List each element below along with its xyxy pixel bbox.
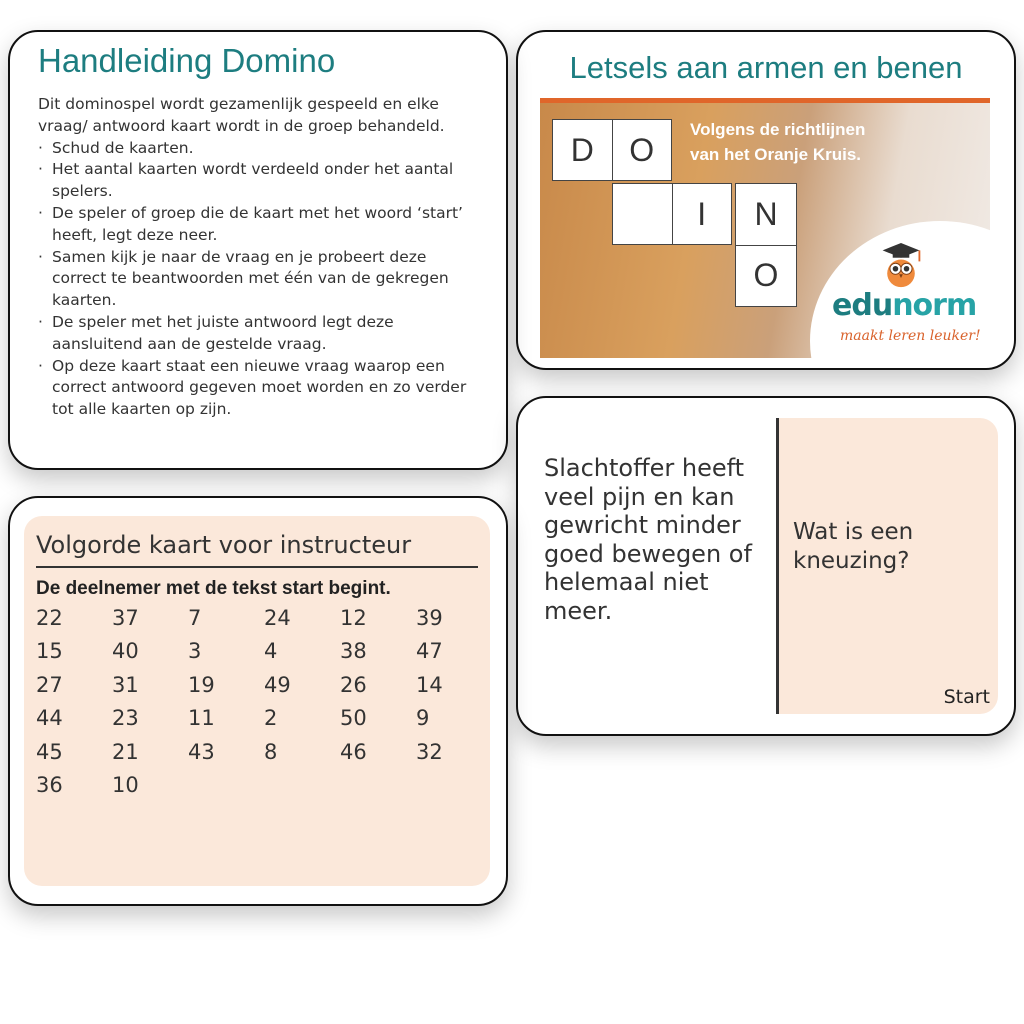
- order-number: 4: [264, 639, 278, 664]
- order-number: 27: [36, 672, 63, 697]
- order-number: 12: [340, 606, 367, 630]
- domino-tile-do: [552, 119, 672, 181]
- manual-steps: [38, 138, 478, 421]
- order-number: 47: [416, 639, 443, 664]
- order-number-grid: [36, 606, 478, 806]
- domino-tile-no: [735, 183, 797, 307]
- manual-title: Handleiding Domino: [38, 42, 336, 79]
- logo-tagline: maakt leren leuker!: [840, 328, 981, 344]
- order-number: 31: [112, 672, 139, 697]
- order-number: 39: [416, 606, 443, 630]
- banner-line: Volgens de richtlijnen: [690, 120, 866, 139]
- order-number: 38: [340, 639, 367, 664]
- edunorm-logo: [832, 289, 976, 323]
- tile-letter: N: [754, 195, 778, 232]
- question-text: Wat is een kneuzing?: [793, 519, 914, 574]
- order-number: 22: [36, 606, 63, 630]
- order-number: 8: [264, 739, 278, 764]
- manual-step: · Samen kijk je naar de vraag en je probeert deze correct te beantwoorden met één van de gekregen kaarten.: [38, 247, 478, 312]
- order-number: 45: [36, 739, 63, 764]
- order-number: 19: [188, 672, 215, 697]
- order-number: 49: [264, 672, 291, 697]
- logo-part: edu: [832, 288, 893, 323]
- manual-step: · De speler of groep die de kaart met het woord ‘start’ heeft, legt deze neer.: [38, 203, 478, 247]
- order-number: 15: [36, 639, 63, 664]
- order-panel: [24, 516, 490, 886]
- banner-text: [690, 117, 865, 167]
- order-number: 24: [264, 606, 291, 630]
- order-number: 37: [112, 606, 139, 630]
- tile-letter: O: [612, 120, 672, 180]
- cover-banner-image: [540, 98, 990, 358]
- question-card: [516, 396, 1016, 736]
- order-number: 11: [188, 706, 215, 731]
- order-number: 32: [416, 739, 443, 764]
- manual-intro: Dit dominospel wordt gezamenlijk gespeeld en elke vraag/ antwoord kaart wordt in de groep behandeld.: [38, 95, 445, 135]
- answer-text: Slachtoffer heeft veel pijn en kan gewricht minder goed bewegen of helemaal niet meer.: [544, 454, 752, 625]
- start-label: Start: [943, 686, 990, 708]
- manual-card: [8, 30, 508, 470]
- order-number: 2: [264, 706, 278, 731]
- manual-body: [38, 94, 478, 421]
- order-subtitle: De deelnemer met de tekst start begint.: [36, 578, 391, 599]
- manual-step: · Schud de kaarten.: [38, 138, 478, 160]
- tile-letter: [613, 184, 672, 244]
- tile-letter: I: [672, 184, 732, 244]
- tile-letter: D: [570, 131, 594, 168]
- order-number: 7: [188, 606, 202, 630]
- cover-title: Letsels aan armen en benen: [569, 50, 963, 85]
- manual-step: · Op deze kaart staat een nieuwe vraag waarop een correct antwoord gegeven moet worden en zo verder tot alle kaarten op zijn.: [38, 356, 478, 421]
- order-number: 23: [112, 706, 139, 731]
- domino-tile-i: [612, 183, 732, 245]
- owl-mascot-icon: [878, 243, 924, 289]
- order-title: Volgorde kaart voor instructeur: [36, 531, 412, 559]
- order-card: [8, 496, 508, 906]
- order-number: 10: [112, 772, 139, 797]
- manual-step: · De speler met het juiste antwoord legt deze aansluitend aan de gestelde vraag.: [38, 312, 478, 356]
- order-number: 46: [340, 739, 367, 764]
- order-number: 21: [112, 739, 139, 764]
- divider: [36, 566, 478, 568]
- order-number: 3: [188, 639, 202, 664]
- order-number: 36: [36, 772, 63, 797]
- order-number: 40: [112, 639, 139, 664]
- question-panel: [776, 418, 998, 714]
- cover-card: [516, 30, 1016, 370]
- order-number: 26: [340, 672, 367, 697]
- order-number: 9: [416, 706, 430, 731]
- banner-line: van het Oranje Kruis.: [690, 145, 861, 164]
- order-number: 44: [36, 706, 63, 731]
- manual-step: · Het aantal kaarten wordt verdeeld onder het aantal spelers.: [38, 159, 478, 203]
- tile-letter: O: [736, 245, 796, 307]
- order-number: 50: [340, 706, 367, 731]
- order-number: 14: [416, 672, 443, 697]
- order-number: 43: [188, 739, 215, 764]
- logo-part: norm: [892, 288, 977, 323]
